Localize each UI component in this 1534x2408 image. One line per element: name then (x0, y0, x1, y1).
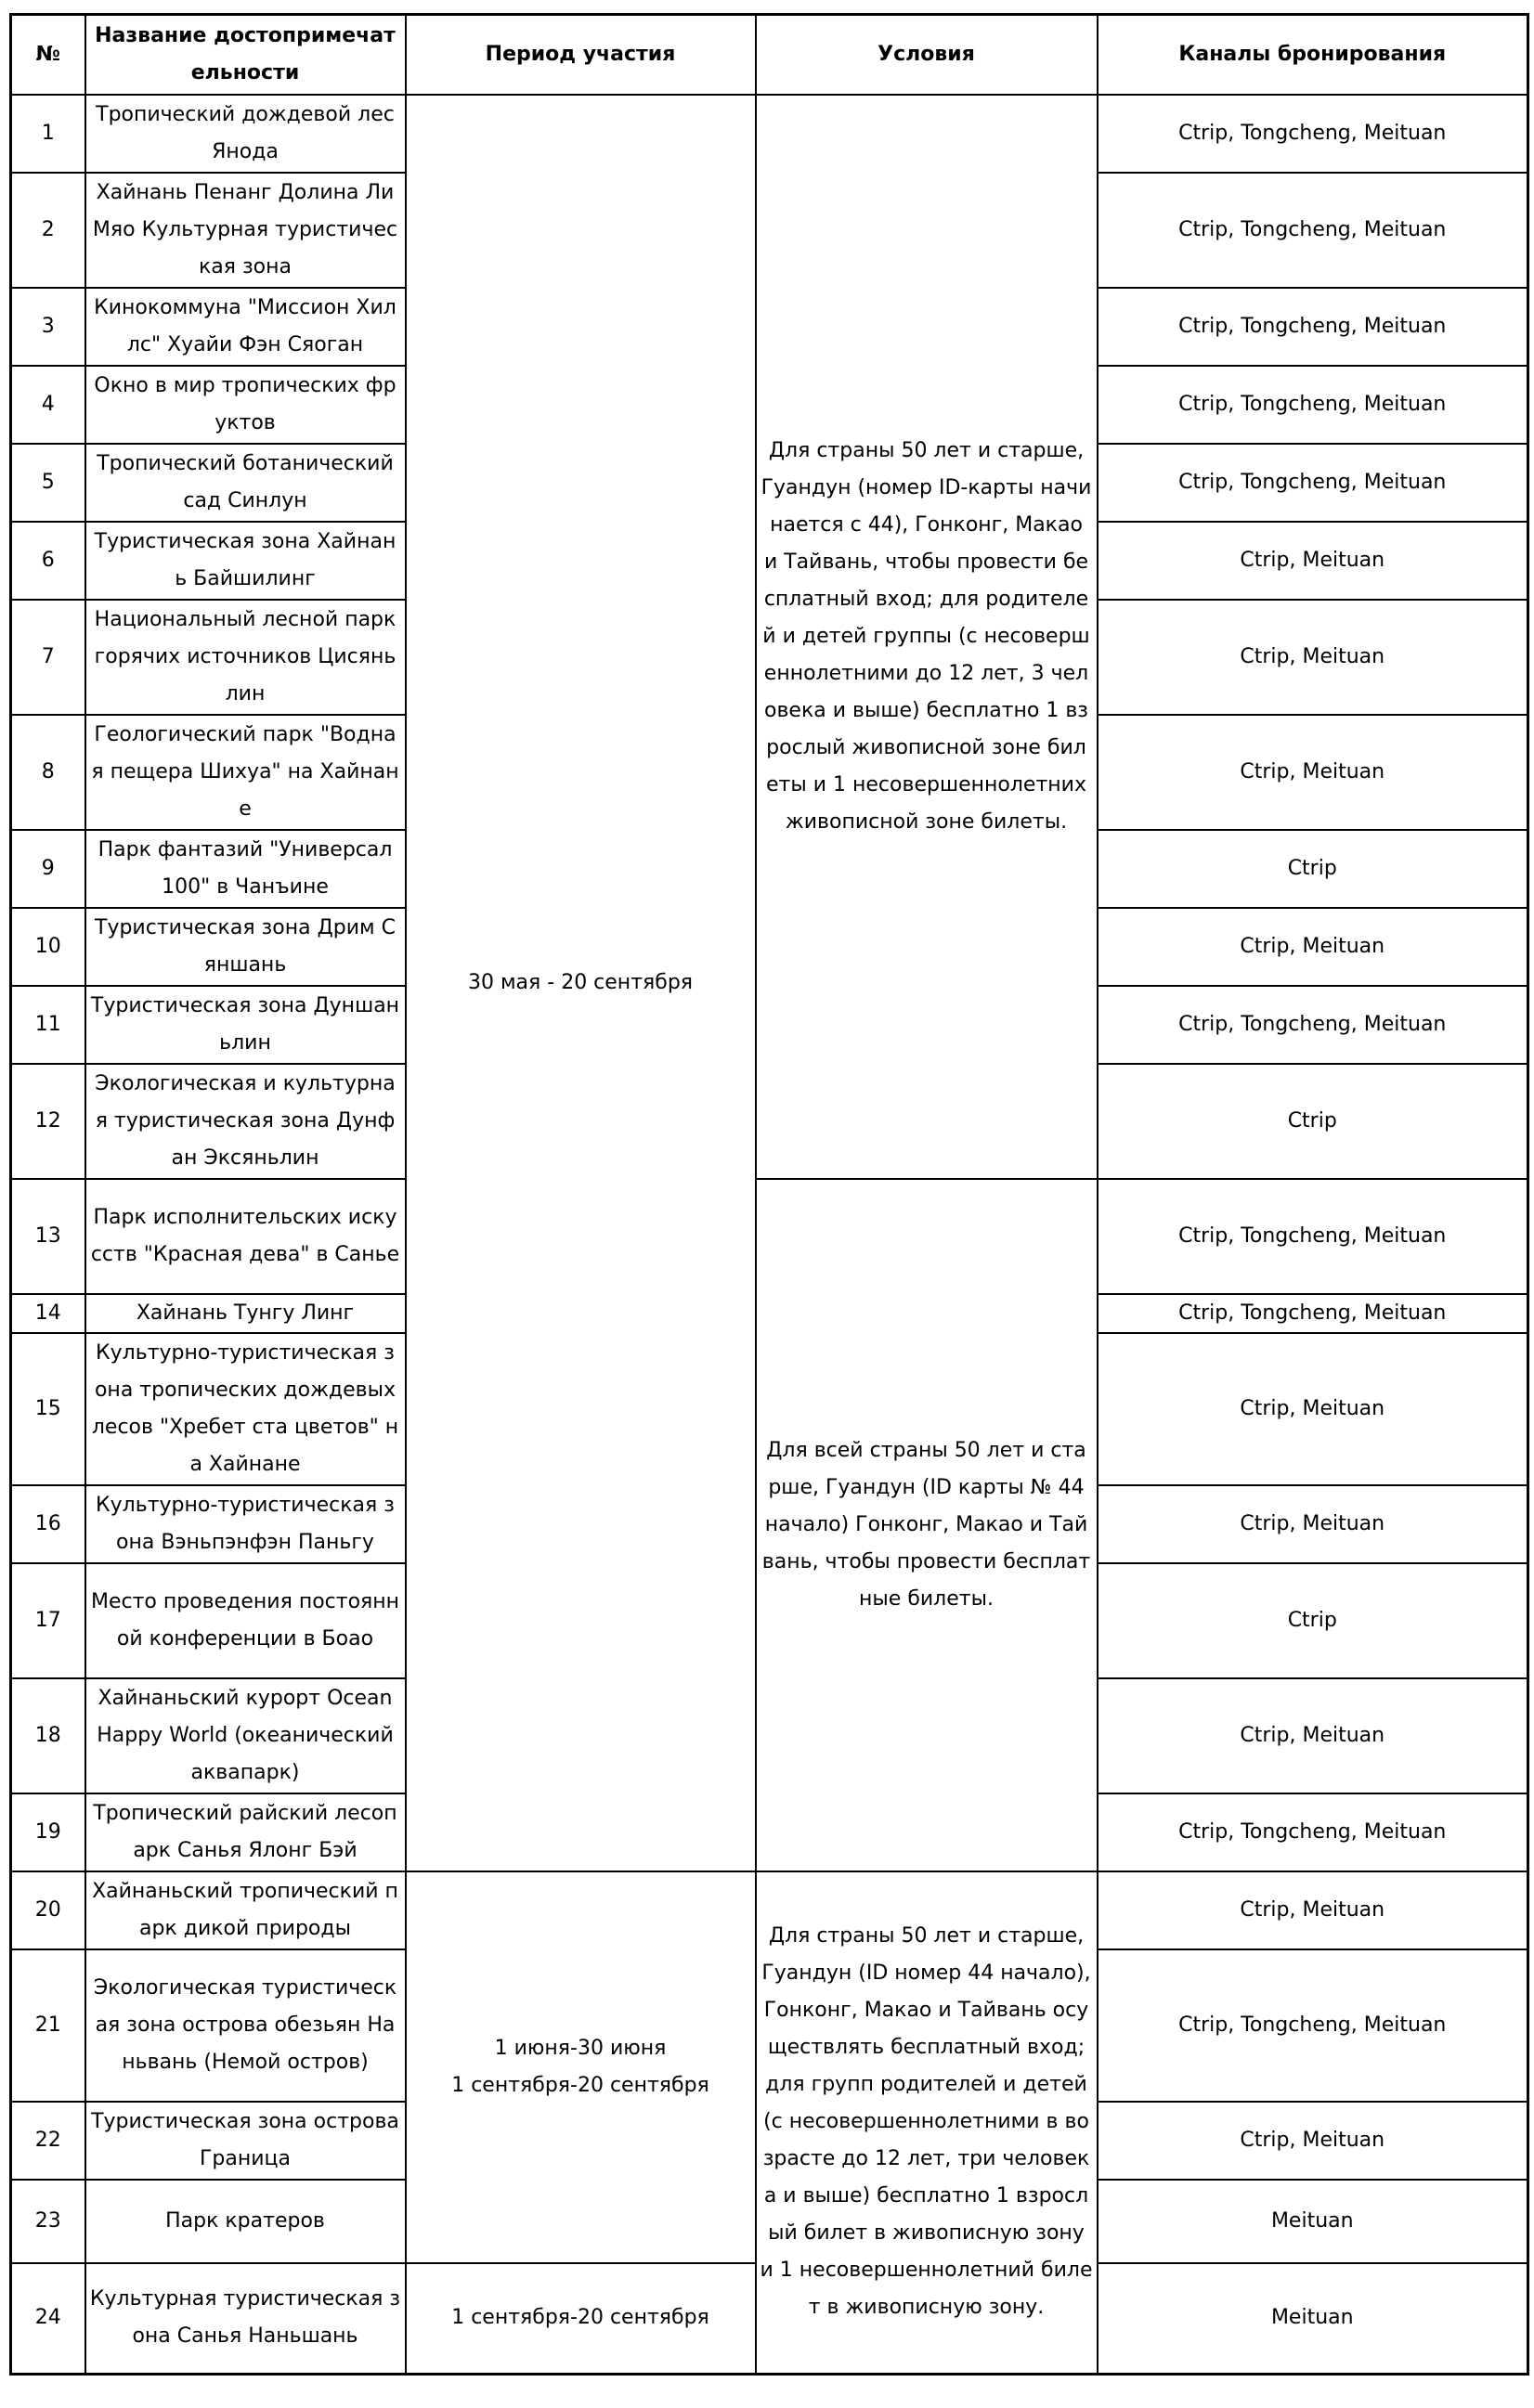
attraction-name-cell: Тропический ботанический сад Синлун (85, 444, 406, 522)
row-number-cell: 12 (11, 1064, 85, 1179)
booking-channels-cell: Ctrip, Meituan (1098, 1485, 1528, 1563)
row-number-cell: 16 (11, 1485, 85, 1563)
booking-channels-cell: Ctrip, Tongcheng, Meituan (1098, 288, 1528, 366)
column-header-name: Название достопримечательности (85, 15, 406, 95)
table-row (11, 95, 1528, 173)
conditions-cell: Для страны 50 лет и старше, Гуандун (ID номер 44 начало), Гонконг, Макао и Тайвань осуществлять бесплатный вход; для групп родителей и детей (с несовершеннолетними в возрасте до 12 лет, три человека и выше) бесплатно 1 взрослый билет в живописную зону и 1 несовершеннолетний билет в живописную зону. (756, 1871, 1098, 2375)
column-header-num: № (11, 15, 85, 95)
row-number-cell: 2 (11, 173, 85, 288)
participation-period-cell: 30 мая - 20 сентября (406, 95, 756, 1871)
row-number-cell: 13 (11, 1179, 85, 1294)
participation-period-cell: 1 сентября-20 сентября (406, 2263, 756, 2375)
row-number-cell: 14 (11, 1294, 85, 1333)
booking-channels-cell: Ctrip, Meituan (1098, 2102, 1528, 2180)
attraction-name-cell: Культурная туристическая зона Санья Наньшань (85, 2263, 406, 2375)
row-number-cell: 11 (11, 986, 85, 1064)
participation-period-cell (406, 1871, 756, 2263)
column-header-channels: Каналы бронирования (1098, 15, 1528, 95)
booking-channels-cell: Ctrip, Meituan (1098, 522, 1528, 600)
row-number-cell: 5 (11, 444, 85, 522)
row-number-cell: 19 (11, 1793, 85, 1871)
attraction-name-cell: Хайнань Тунгу Линг (85, 1294, 406, 1333)
attractions-table (9, 13, 1529, 2376)
booking-channels-cell: Ctrip, Meituan (1098, 1678, 1528, 1793)
booking-channels-cell: Meituan (1098, 2263, 1528, 2375)
row-number-cell: 7 (11, 600, 85, 715)
attraction-name-cell: Национальный лесной парк горячих источников Цисяньлин (85, 600, 406, 715)
booking-channels-cell: Ctrip, Meituan (1098, 600, 1528, 715)
row-number-cell: 6 (11, 522, 85, 600)
attraction-name-cell: Туристическая зона острова Граница (85, 2102, 406, 2180)
booking-channels-cell: Ctrip, Tongcheng, Meituan (1098, 444, 1528, 522)
row-number-cell: 8 (11, 715, 85, 830)
booking-channels-cell: Ctrip, Tongcheng, Meituan (1098, 1793, 1528, 1871)
row-number-cell: 1 (11, 95, 85, 173)
row-number-cell: 10 (11, 908, 85, 986)
booking-channels-cell: Ctrip, Tongcheng, Meituan (1098, 1179, 1528, 1294)
attraction-name-cell: Парк фантазий "Универсал 100" в Чанъине (85, 830, 406, 908)
attraction-name-cell: Экологическая туристическая зона острова обезьян Наньвань (Немой остров) (85, 1949, 406, 2102)
row-number-cell: 17 (11, 1563, 85, 1678)
row-number-cell: 24 (11, 2263, 85, 2375)
attraction-name-cell: Тропический райский лесопарк Санья Ялонг Бэй (85, 1793, 406, 1871)
table-row (11, 1871, 1528, 1949)
attraction-name-cell: Хайнаньский тропический парк дикой природы (85, 1871, 406, 1949)
booking-channels-cell: Ctrip (1098, 830, 1528, 908)
period-line-2: 1 сентября-20 сентября (451, 2073, 709, 2097)
booking-channels-cell: Ctrip, Meituan (1098, 1871, 1528, 1949)
attraction-name-cell: Хайнаньский курорт Ocean Happy World (океанический аквапарк) (85, 1678, 406, 1793)
attraction-name-cell: Окно в мир тропических фруктов (85, 366, 406, 444)
booking-channels-cell: Ctrip, Meituan (1098, 908, 1528, 986)
row-number-cell: 15 (11, 1333, 85, 1485)
row-number-cell: 4 (11, 366, 85, 444)
attraction-name-cell: Тропический дождевой лес Янода (85, 95, 406, 173)
attraction-name-cell: Культурно-туристическая зона тропических дождевых лесов "Хребет ста цветов" на Хайнане (85, 1333, 406, 1485)
row-number-cell: 9 (11, 830, 85, 908)
booking-channels-cell: Ctrip, Tongcheng, Meituan (1098, 173, 1528, 288)
attraction-name-cell: Экологическая и культурная туристическая зона Дунфан Эксяньлин (85, 1064, 406, 1179)
booking-channels-cell: Ctrip, Tongcheng, Meituan (1098, 1294, 1528, 1333)
attraction-name-cell: Туристическая зона Дуншаньлин (85, 986, 406, 1064)
header-row (11, 15, 1528, 95)
conditions-cell: Для страны 50 лет и старше, Гуандун (номер ID-карты начинается с 44), Гонконг, Макао и Тайвань, чтобы провести бесплатный вход; для родителей и детей группы (с несовершеннолетними до 12 лет, 3 человека и выше) бесплатно 1 взрослый живописной зоне билеты и 1 несовершеннолетних живописной зоне билеты. (756, 95, 1098, 1179)
booking-channels-cell: Ctrip (1098, 1563, 1528, 1678)
attraction-name-cell: Кинокоммуна "Миссион Хиллс" Хуайи Фэн Сяоган (85, 288, 406, 366)
attraction-name-cell: Парк кратеров (85, 2180, 406, 2263)
booking-channels-cell: Ctrip, Meituan (1098, 1333, 1528, 1485)
booking-channels-cell: Ctrip, Tongcheng, Meituan (1098, 95, 1528, 173)
row-number-cell: 18 (11, 1678, 85, 1793)
booking-channels-cell: Ctrip, Meituan (1098, 715, 1528, 830)
booking-channels-cell: Ctrip, Tongcheng, Meituan (1098, 366, 1528, 444)
table-row (11, 1179, 1528, 1294)
attraction-name-cell: Туристическая зона Хайнань Байшилинг (85, 522, 406, 600)
row-number-cell: 21 (11, 1949, 85, 2102)
booking-channels-cell: Meituan (1098, 2180, 1528, 2263)
attraction-name-cell: Место проведения постоянной конференции в Боао (85, 1563, 406, 1678)
period-line-1: 1 июня-30 июня (494, 2036, 667, 2060)
booking-channels-cell: Ctrip, Tongcheng, Meituan (1098, 986, 1528, 1064)
attraction-name-cell: Парк исполнительских искусств "Красная дева" в Санье (85, 1179, 406, 1294)
column-header-conditions: Условия (756, 15, 1098, 95)
booking-channels-cell: Ctrip (1098, 1064, 1528, 1179)
attraction-name-cell: Хайнань Пенанг Долина Ли Мяо Культурная туристическая зона (85, 173, 406, 288)
booking-channels-cell: Ctrip, Tongcheng, Meituan (1098, 1949, 1528, 2102)
column-header-period: Период участия (406, 15, 756, 95)
conditions-cell: Для всей страны 50 лет и старше, Гуандун (ID карты № 44 начало) Гонконг, Макао и Тайвань, чтобы провести бесплатные билеты. (756, 1179, 1098, 1871)
attraction-name-cell: Культурно-туристическая зона Вэньпэнфэн Паньгу (85, 1485, 406, 1563)
row-number-cell: 20 (11, 1871, 85, 1949)
attraction-name-cell: Туристическая зона Дрим Сяншань (85, 908, 406, 986)
row-number-cell: 23 (11, 2180, 85, 2263)
row-number-cell: 3 (11, 288, 85, 366)
row-number-cell: 22 (11, 2102, 85, 2180)
attraction-name-cell: Геологический парк "Водная пещера Шихуа" на Хайнане (85, 715, 406, 830)
